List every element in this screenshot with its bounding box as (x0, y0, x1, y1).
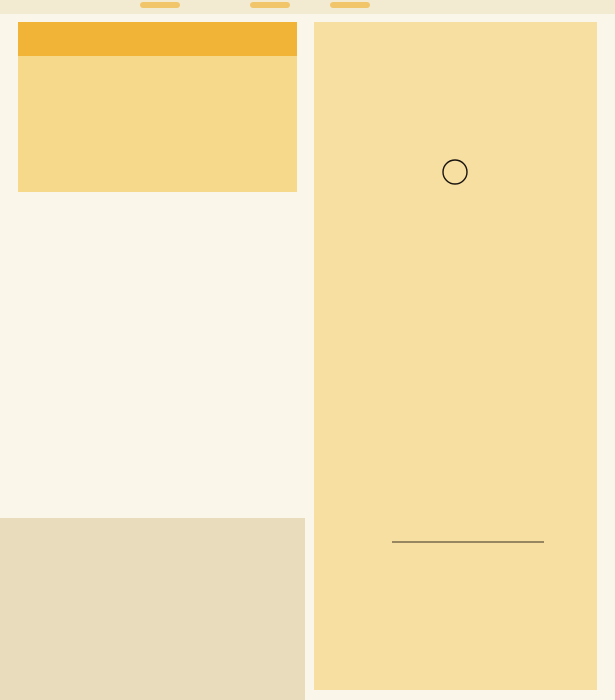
material-header (18, 22, 297, 56)
material-box (18, 22, 297, 192)
schema-panel (314, 22, 597, 690)
decor-dot (140, 2, 180, 8)
decor-dot (250, 2, 290, 8)
join-diagram (314, 432, 597, 662)
decor-dot (330, 2, 370, 8)
top-strip (0, 0, 615, 14)
material-body (18, 56, 297, 145)
rosette-diagram (314, 52, 597, 292)
lace-photo (0, 518, 305, 700)
